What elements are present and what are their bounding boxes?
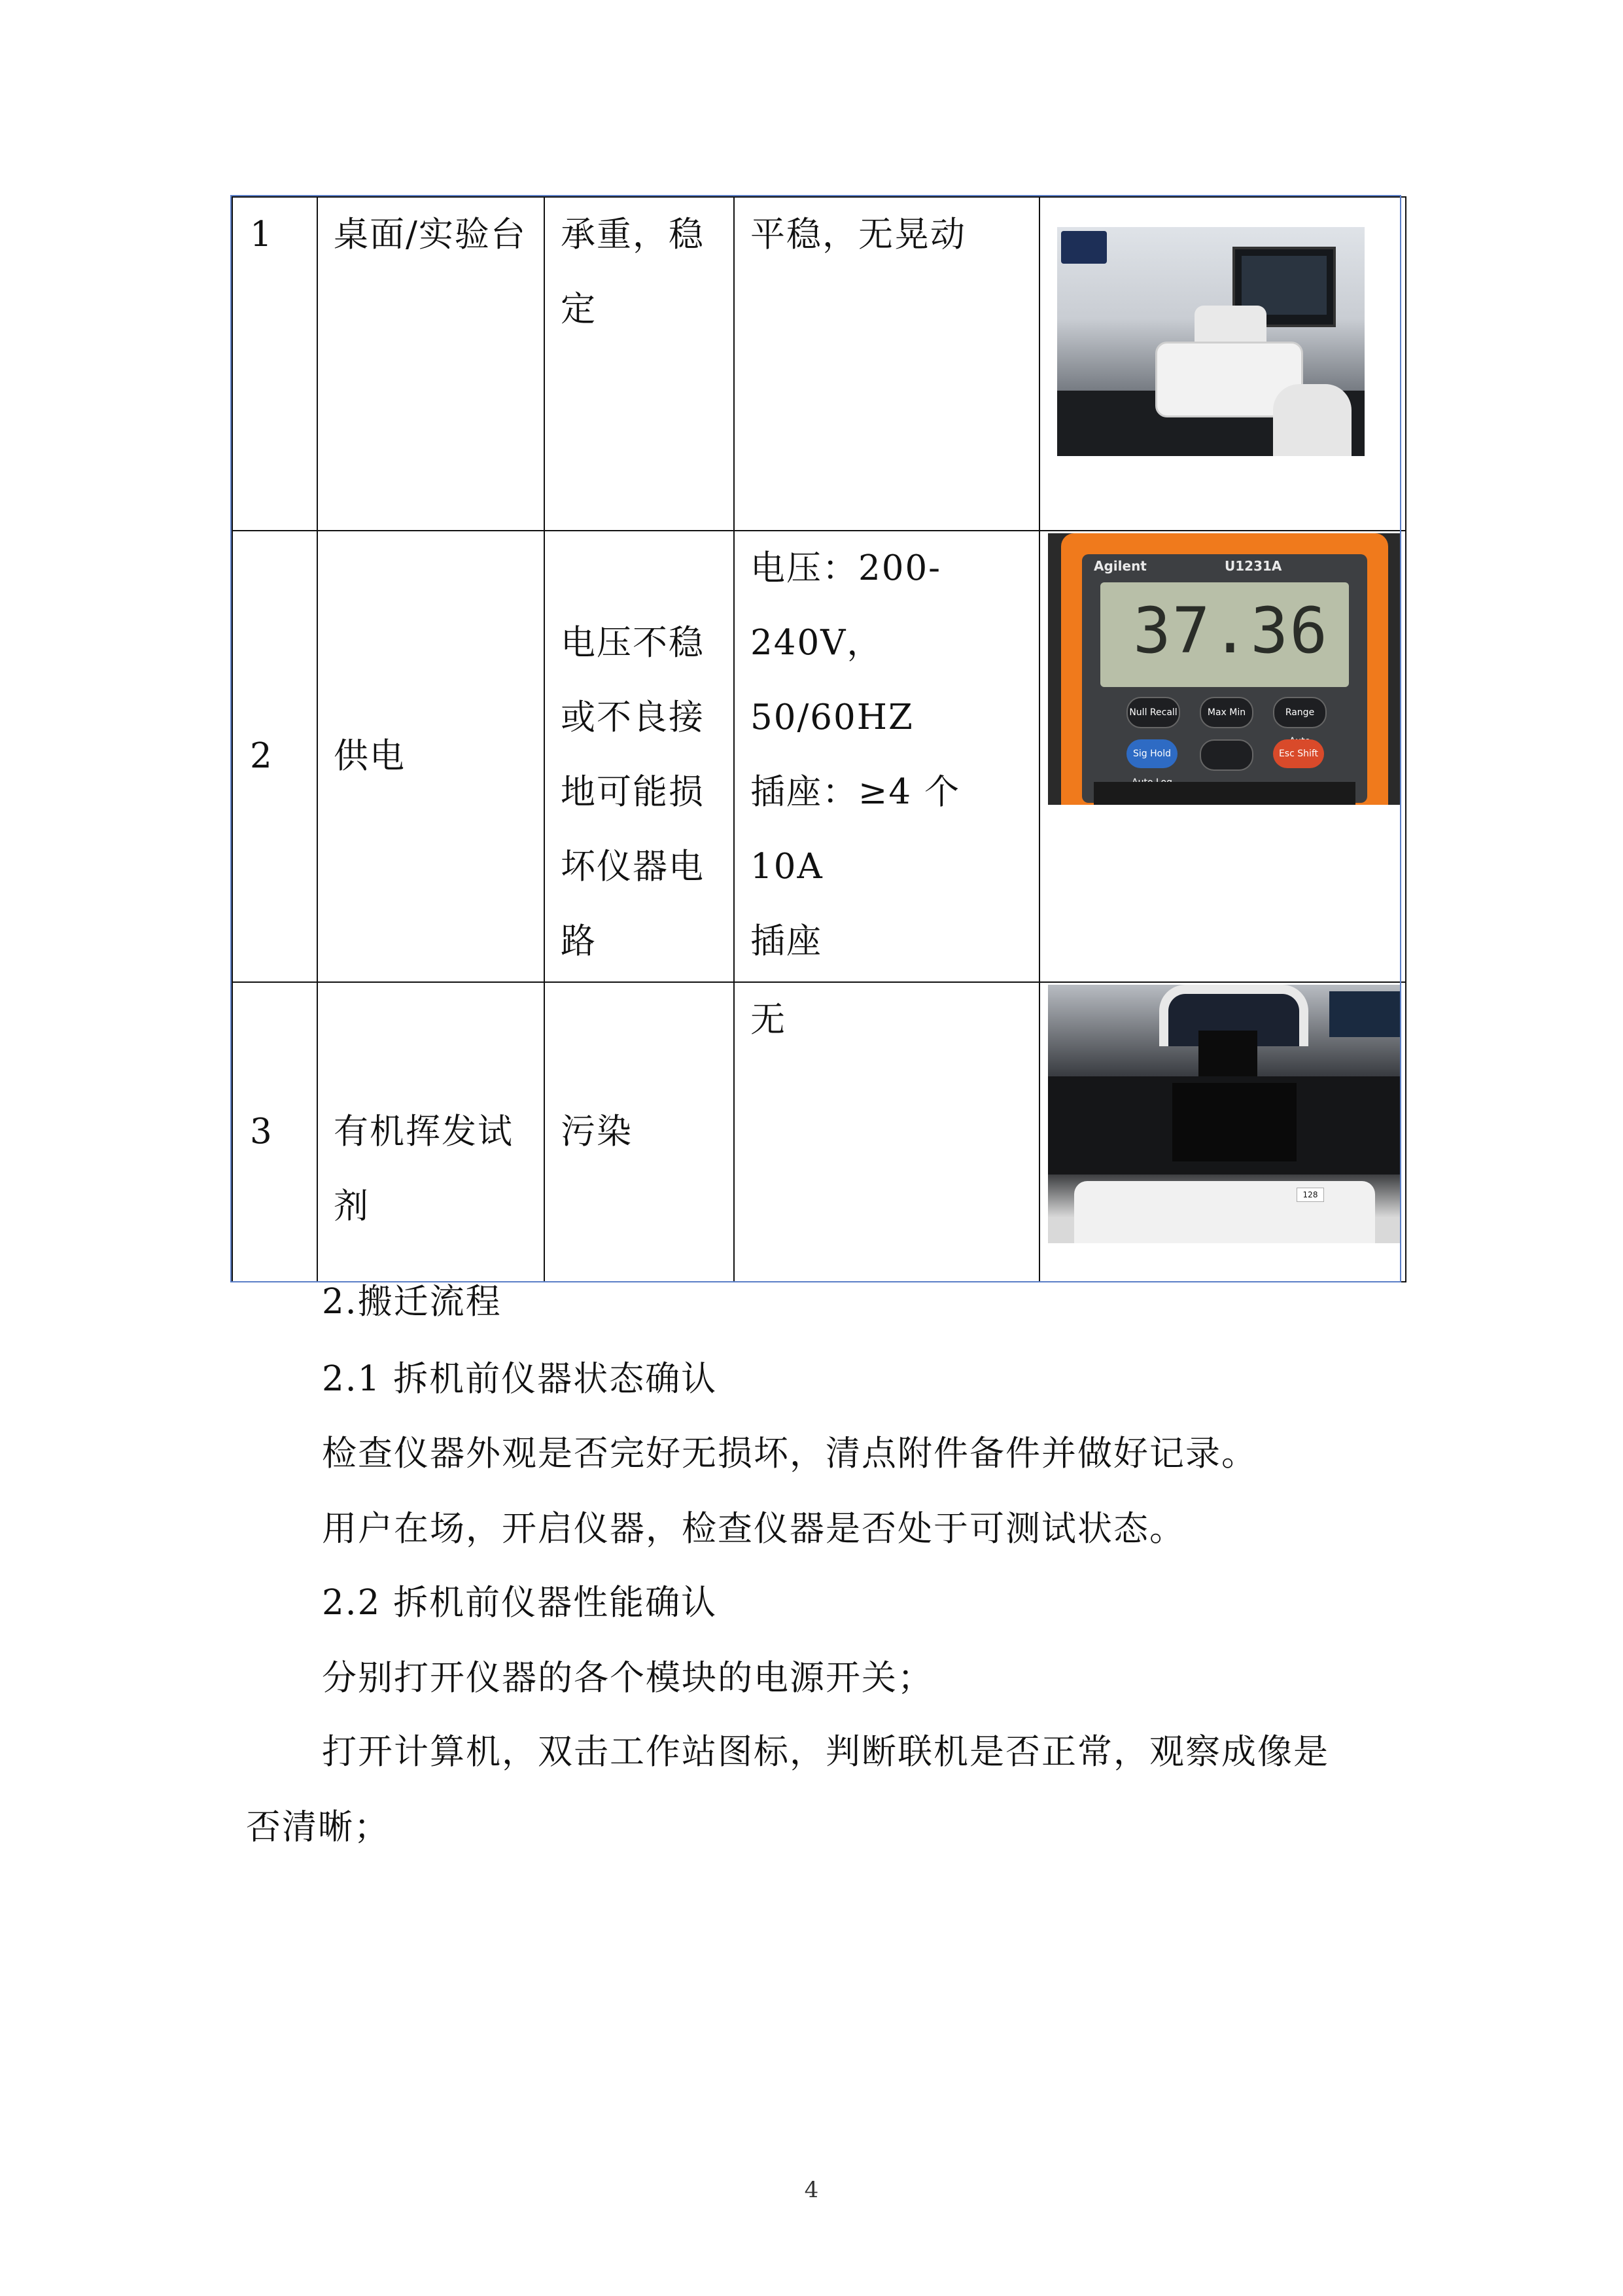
item-cell: 桌面/实验台 (334, 215, 527, 255)
requirement-line: 插座 (750, 921, 822, 961)
multimeter-button: Sig Hold (1126, 739, 1178, 768)
subsection-title: 2.2 拆机前仪器性能确认 (322, 1583, 718, 1623)
multimeter-display (1100, 582, 1349, 687)
risk-cell: 承重，稳定 (561, 215, 705, 329)
risk-cell: 电压不稳或不良接地可能损坏仪器电路 (561, 623, 705, 961)
lab-bench-photo (1057, 227, 1365, 456)
multimeter-button: Max Min (1200, 697, 1253, 728)
multimeter-brand: Agilent (1094, 558, 1147, 574)
paragraph: 分别打开仪器的各个模块的电源开关； (322, 1658, 934, 1698)
paragraph: 打开计算机，双击工作站图标，判断联机是否正常，观察成像是 (322, 1732, 1329, 1772)
risk-cell: 污染 (561, 1112, 633, 1152)
multimeter-photo (1048, 533, 1400, 805)
item-cell: 供电 (334, 736, 406, 776)
row-number: 1 (250, 215, 273, 255)
multimeter-button: Esc Shift (1273, 739, 1324, 768)
instrument-environment-photo: 128 (1048, 985, 1400, 1243)
requirement-line: 50/60HZ (750, 698, 914, 737)
item-cell: 有机挥发试剂 (334, 1112, 514, 1226)
multimeter-button: Range (1273, 697, 1327, 728)
logo-image (1061, 231, 1107, 264)
page-number: 4 (804, 2177, 819, 2203)
paragraph: 用户在场，开启仪器，检查仪器是否处于可测试状态。 (322, 1509, 1185, 1549)
subsection-title: 2.1 拆机前仪器状态确认 (322, 1359, 718, 1399)
multimeter-model: U1231A (1225, 558, 1282, 574)
requirement-line: 插座：≥4 个 10A (750, 772, 960, 887)
multimeter-reading: 37.36 (1133, 594, 1329, 667)
row-number: 3 (250, 1112, 273, 1152)
multimeter-button: Null Recall (1126, 697, 1180, 728)
row-number: 2 (250, 736, 273, 776)
paragraph: 检查仪器外观是否完好无损坏，清点附件备件并做好记录。 (322, 1434, 1257, 1474)
requirement-cell: 无 (750, 1000, 786, 1040)
multimeter-button (1200, 739, 1253, 771)
requirement-cell (735, 531, 1039, 979)
section-title: 2.搬迁流程 (322, 1282, 502, 1322)
paragraph-continuation: 否清晰； (246, 1807, 390, 1847)
requirement-cell: 平稳，无晃动 (750, 215, 966, 255)
requirement-line: 电压：200-240V， (750, 548, 942, 663)
